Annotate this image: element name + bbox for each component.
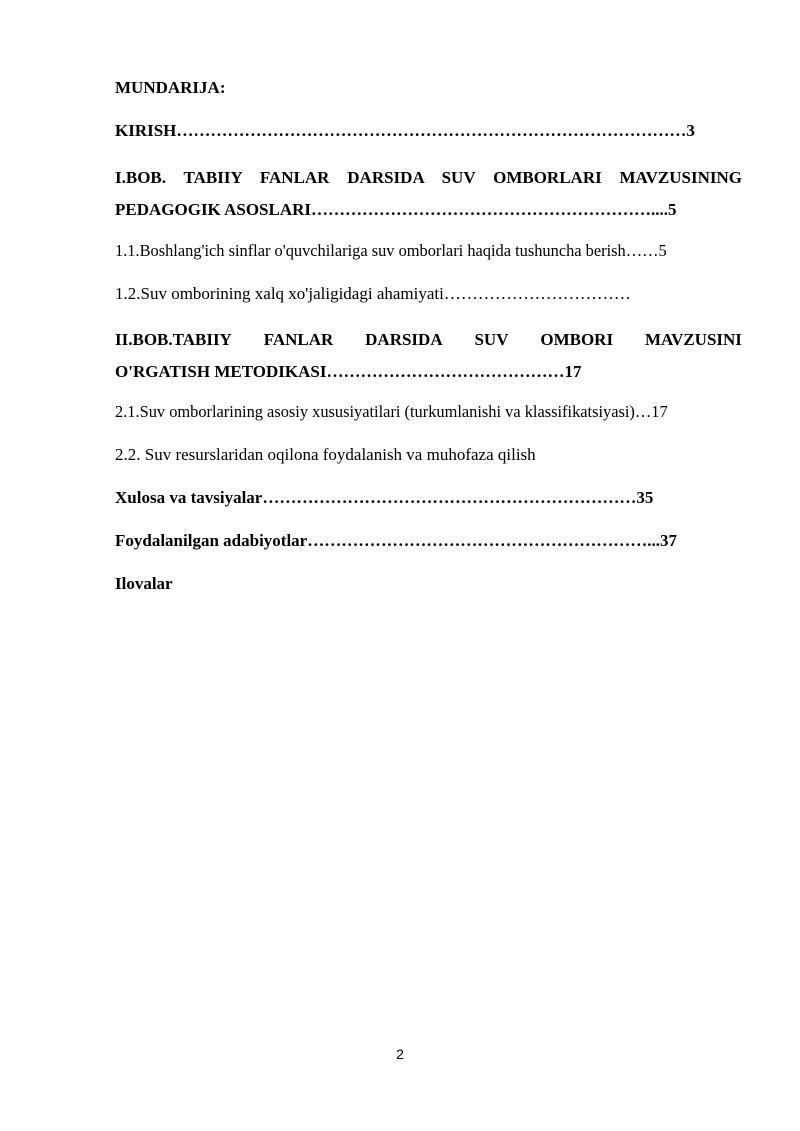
toc-entry-1-1: 1.1.Boshlang'ich sinflar o'quvchilariga suv omborlari haqida tushuncha berish……5 bbox=[115, 241, 667, 260]
toc-entry-chapter-2-line-1 bbox=[115, 324, 742, 356]
chapter-2-word-6: MAVZUSINI bbox=[644, 330, 742, 349]
toc-entry-chapter-1-line-2: PEDAGOGIK ASOSLARI……………………………………………………....5 bbox=[115, 200, 677, 219]
toc-entry-2-2: 2.2. Suv resurslaridan oqilona foydalanish va muhofaza qilish bbox=[115, 445, 536, 464]
chapter-2-word-2: FANLAR bbox=[263, 330, 334, 349]
toc-entry-chapter-2-line-2: O'RGATISH METODIKASI……………………………………17 bbox=[115, 362, 582, 381]
toc-entry-2-1: 2.1.Suv omborlarining asosiy xususiyatilari (turkumlanishi va klassifikatsiyasi)…17 bbox=[115, 402, 668, 421]
toc-heading: MUNDARIJA: bbox=[115, 78, 226, 97]
toc-entry-chapter-1-line-1: I.BOB. TABIIY FANLAR DARSIDA SUV OMBORLARI MAVZUSINING bbox=[115, 168, 742, 187]
toc-entry-references: Foydalanilgan adabiyotlar……………………………………………………...37 bbox=[115, 531, 677, 550]
toc-entry-kirish: KIRISH………………………………………………………………………………3 bbox=[115, 121, 695, 140]
chapter-2-word-4: SUV bbox=[474, 330, 509, 349]
toc-entry-appendices: Ilovalar bbox=[115, 574, 173, 593]
toc-entry-1-2: 1.2.Suv omborining xalq xo'jaligidagi ahamiyati…………………………… bbox=[115, 284, 631, 303]
chapter-2-word-3: DARSIDA bbox=[365, 330, 443, 349]
page-number: 2 bbox=[396, 1046, 404, 1062]
chapter-2-word-1: II.BOB.TABIIY bbox=[115, 330, 232, 349]
toc-entry-chapter-1 bbox=[115, 162, 742, 226]
chapter-2-word-5: OMBORI bbox=[540, 330, 614, 349]
toc-entry-conclusion: Xulosa va tavsiyalar…………………………………………………………35 bbox=[115, 488, 654, 507]
table-of-contents bbox=[115, 76, 742, 596]
toc-entry-chapter-2 bbox=[115, 324, 742, 388]
